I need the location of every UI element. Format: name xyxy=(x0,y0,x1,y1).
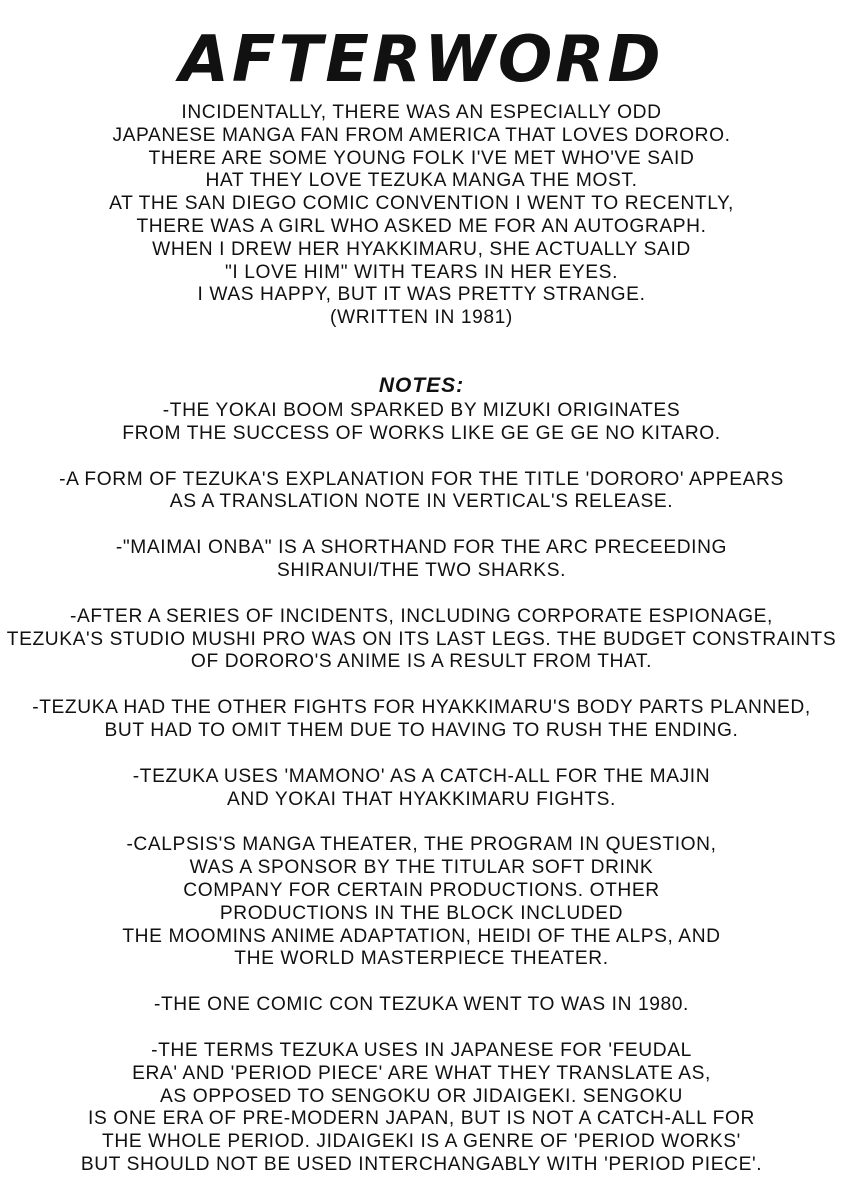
note-line: PRODUCTIONS IN THE BLOCK INCLUDED xyxy=(219,901,624,924)
note-line: -TEZUKA HAD THE OTHER FIGHTS FOR HYAKKIMARU'S BODY PARTS PLANNED, xyxy=(32,696,811,719)
note-item xyxy=(0,833,843,970)
note-line: FROM THE SUCCESS OF WORKS LIKE GE GE GE NO KITARO. xyxy=(122,421,721,444)
intro-line: AT THE SAN DIEGO COMIC CONVENTION I WENT TO RECENTLY, xyxy=(109,192,734,215)
note-line: -"MAIMAI ONBA" IS A SHORTHAND FOR THE ARC PRECEEDING xyxy=(115,536,728,559)
note-line: AS A TRANSLATION NOTE IN VERTICAL'S RELEASE. xyxy=(169,490,674,513)
note-line: THE MOOMINS ANIME ADAPTATION, HEIDI OF THE ALPS, AND xyxy=(122,924,721,947)
intro-line: I WAS HAPPY, BUT IT WAS PRETTY STRANGE. xyxy=(197,283,646,306)
intro-line: THERE ARE SOME YOUNG FOLK I'VE MET WHO'VE SAID xyxy=(148,146,695,169)
note-line: TEZUKA'S STUDIO MUSHI PRO WAS ON ITS LAST LEGS. THE BUDGET CONSTRAINTS xyxy=(6,627,837,650)
intro-line: (WRITTEN IN 1981) xyxy=(330,306,513,329)
note-line: -THE ONE COMIC CON TEZUKA WENT TO WAS IN 1980. xyxy=(154,993,689,1016)
note-line: BUT SHOULD NOT BE USED INTERCHANGABLY WITH 'PERIOD PIECE'. xyxy=(80,1152,763,1175)
note-line: THE WORLD MASTERPIECE THEATER. xyxy=(234,947,609,970)
note-line: AND YOKAI THAT HYAKKIMARU FIGHTS. xyxy=(227,787,616,810)
intro-line: HAT THEY LOVE TEZUKA MANGA THE MOST. xyxy=(205,169,638,192)
note-item xyxy=(0,536,843,582)
intro-line: WHEN I DREW HER HYAKKIMARU, SHE ACTUALLY SAID xyxy=(152,237,691,260)
note-line: -THE TERMS TEZUKA USES IN JAPANESE FOR 'FEUDAL xyxy=(151,1038,692,1061)
note-line: BUT HAD TO OMIT THEM DUE TO HAVING TO RUSH THE ENDING. xyxy=(104,718,739,741)
note-line: -TEZUKA USES 'MAMONO' AS A CATCH-ALL FOR THE MAJIN xyxy=(132,764,711,787)
note-item xyxy=(0,399,843,445)
note-line: WAS A SPONSOR BY THE TITULAR SOFT DRINK xyxy=(189,856,654,879)
note-item xyxy=(0,1039,843,1176)
note-line: COMPANY FOR CERTAIN PRODUCTIONS. OTHER xyxy=(183,878,660,901)
intro-paragraph xyxy=(0,101,843,329)
notes-heading: NOTES: xyxy=(378,374,465,397)
intro-line: JAPANESE MANGA FAN FROM AMERICA THAT LOVES DORORO. xyxy=(112,123,731,146)
note-line: -A FORM OF TEZUKA'S EXPLANATION FOR THE TITLE 'DORORO' APPEARS xyxy=(59,467,784,490)
note-line: OF DORORO'S ANIME IS A RESULT FROM THAT. xyxy=(190,650,653,673)
note-item xyxy=(0,468,843,514)
note-item xyxy=(0,765,843,811)
note-line: SHIRANUI/THE TWO SHARKS. xyxy=(276,558,567,581)
note-item xyxy=(0,696,843,742)
note-line: -CALPSIS'S MANGA THEATER, THE PROGRAM IN QUESTION, xyxy=(126,833,717,856)
note-line: THE WHOLE PERIOD. JIDAIGEKI IS A GENRE OF 'PERIOD WORKS' xyxy=(102,1130,741,1153)
page-title: AFTERWORD xyxy=(179,23,664,97)
note-item xyxy=(0,993,843,1016)
note-line: IS ONE ERA OF PRE-MODERN JAPAN, BUT IS NOT A CATCH-ALL FOR xyxy=(88,1107,755,1130)
note-line: ERA' AND 'PERIOD PIECE' ARE WHAT THEY TRANSLATE AS, xyxy=(132,1061,711,1084)
intro-line: INCIDENTALLY, THERE WAS AN ESPECIALLY ODD xyxy=(181,101,662,123)
note-line: -THE YOKAI BOOM SPARKED BY MIZUKI ORIGINATES xyxy=(162,399,681,421)
intro-line: THERE WAS A GIRL WHO ASKED ME FOR AN AUTOGRAPH. xyxy=(136,214,707,237)
note-line: -AFTER A SERIES OF INCIDENTS, INCLUDING CORPORATE ESPIONAGE, xyxy=(70,604,773,627)
note-item xyxy=(0,605,843,673)
note-line: AS OPPOSED TO SENGOKU OR JIDAIGEKI. SENGOKU xyxy=(160,1084,683,1107)
notes-list xyxy=(0,399,843,1176)
intro-line: "I LOVE HIM" WITH TEARS IN HER EYES. xyxy=(224,260,619,283)
